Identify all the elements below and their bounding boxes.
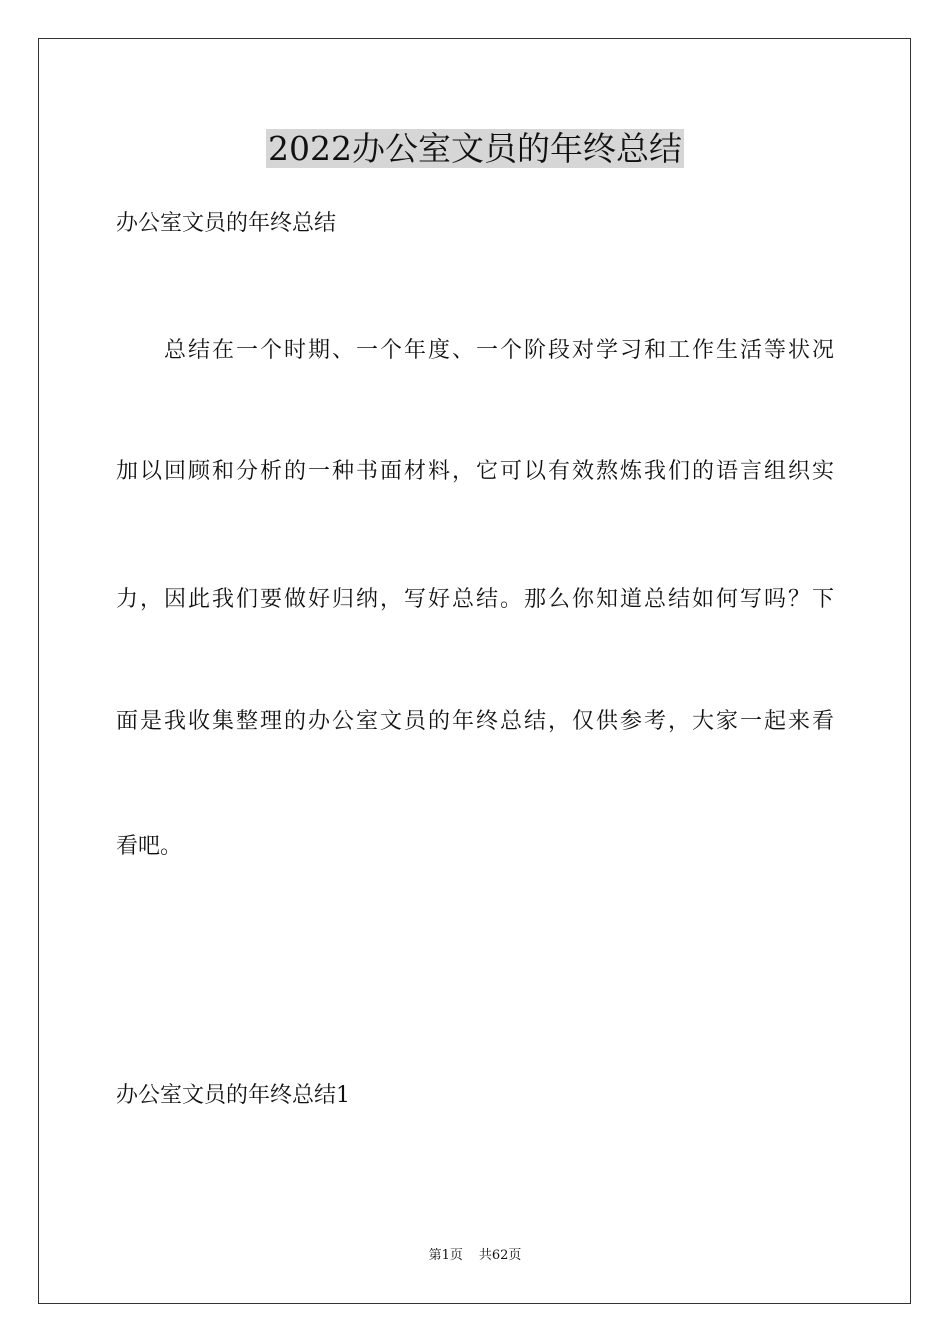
intro-line-4: 面是我收集整理的办公室文员的年终总结，仅供参考，大家一起来看 bbox=[116, 709, 834, 734]
current-page-label: 第1页 bbox=[428, 1248, 463, 1263]
intro-line-5: 看吧。 bbox=[116, 834, 183, 859]
intro-line-2: 加以回顾和分析的一种书面材料，它可以有效熬炼我们的语言组织实 bbox=[116, 459, 834, 484]
document-title-text: 2022办公室文员的年终总结 bbox=[268, 129, 682, 168]
document-subtitle: 办公室文员的年终总结 bbox=[116, 211, 337, 236]
total-pages-label: 共62页 bbox=[478, 1248, 522, 1263]
document-title bbox=[0, 126, 950, 172]
intro-line-3: 力，因此我们要做好归纳，写好总结。那么你知道总结如何写吗？下 bbox=[116, 587, 834, 612]
page-footer bbox=[0, 1246, 950, 1266]
intro-line-1: 总结在一个时期、一个年度、一个阶段对学习和工作生活等状况 bbox=[164, 338, 834, 363]
section-heading: 办公室文员的年终总结1 bbox=[116, 1083, 350, 1108]
